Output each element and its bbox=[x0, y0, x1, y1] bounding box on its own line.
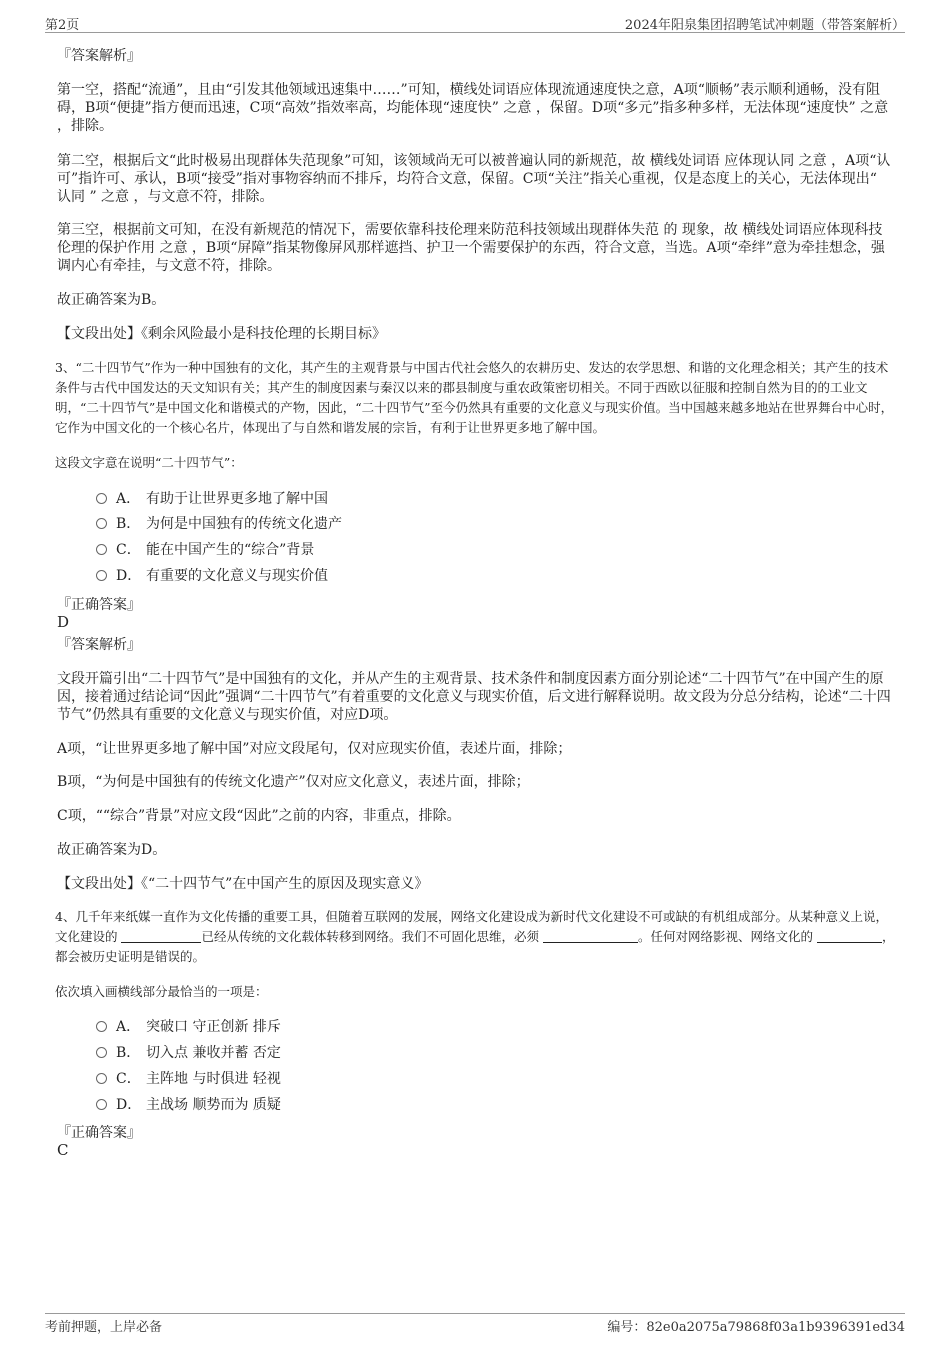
q4-question: 依次填入画横线部分最恰当的一项是： bbox=[55, 984, 268, 999]
page-footer bbox=[45, 1313, 905, 1334]
q3-analysis-label: 『答案解析』 bbox=[57, 637, 141, 653]
q3-option-b[interactable]: B． 为何是中国独有的传统文化遗产 bbox=[96, 515, 342, 533]
q4-answer-label: 『正确答案』 bbox=[57, 1125, 141, 1141]
q4-stem: 4、几千年来纸媒一直作为文化传播的重要工具，但随着互联网的发展，网络文化建设成为新时代文化建设不可或缺的有机组成部分。从某种意义上说，文化建设的 已经从传统的文化载体转移到网络。我们不可固化思维，必须 。任何对网络影视、网络文化的 ，都会被历史证明是错误的。 bbox=[55, 909, 895, 964]
radio-icon[interactable] bbox=[96, 1099, 107, 1110]
q3-question: 这段文字意在说明“二十四节气”： bbox=[55, 455, 243, 470]
q4-answer: C bbox=[57, 1141, 69, 1159]
q2-analysis-p2: 第二空，根据后文“此时极易出现群体失范现象”可知，该领域尚无可以被普遍认同的新规范，故 横线处词语 应体现认同 之意 ，A项“认可”指许可、承认，B项“接受”指对事物容纳而不排斥，均符合文意，保留。C项“关注”指关心重视，仅是态度上的关心，无法体现出“ 认同 ” 之意 ，与文意不符，排除。 bbox=[57, 153, 891, 205]
radio-icon[interactable] bbox=[96, 1021, 107, 1032]
q3-source: 【文段出处】《“二十四节气”在中国产生的原因及现实意义》 bbox=[57, 876, 429, 892]
document-id: 编号：82e0a2075a79868f03a1b9396391ed34 bbox=[607, 1320, 905, 1335]
page-header bbox=[45, 14, 905, 33]
q3-analysis-p3: B项，“为何是中国独有的传统文化遗产”仅对应文化意义，表述片面，排除； bbox=[57, 774, 530, 790]
q3-option-d[interactable]: D． 有重要的文化意义与现实价值 bbox=[96, 567, 328, 585]
blank-2 bbox=[543, 929, 638, 943]
q2-analysis-p3: 第三空，根据前文可知，在没有新规范的情况下，需要依靠科技伦理来防范科技领域出现群体失范 的 现象，故 横线处词语应体现科技伦理的保护作用 之意 ，B项“屏障”指某物像屏风那样遮挡、护卫一个需要保护的东西，符合文意，当选。A项“牵绊”意为牵挂想念，强调内心有牵挂，与文意不符，排除。 bbox=[57, 222, 885, 274]
radio-icon[interactable] bbox=[96, 493, 107, 504]
q2-analysis-label: 『答案解析』 bbox=[57, 48, 141, 64]
page-number: 第2页 bbox=[45, 18, 80, 33]
q3-answer-label: 『正确答案』 bbox=[57, 597, 141, 613]
q4-option-a[interactable]: A． 突破口 守正创新 排斥 bbox=[96, 1018, 281, 1036]
q3-option-a[interactable]: A． 有助于让世界更多地了解中国 bbox=[96, 490, 328, 508]
q2-source: 【文段出处】《剩余风险最小是科技伦理的长期目标》 bbox=[57, 326, 386, 342]
q3-stem: 3、“二十四节气”作为一种中国独有的文化，其产生的主观背景与中国古代社会悠久的农耕历史、发达的农学思想、和谐的文化理念相关；其产生的技术条件与古代中国发达的天文知识有关；其产生的制度因素与秦汉以来的郡县制度与重农政策密切相关。不同于西欧以征服和控制自然为目的的工业文明，“二十四节气”是中国文化和谐模式的产物，因此，“二十四节气”至今仍然具有重要的文化意义与现实价值。当中国越来越多地站在世界舞台中心时，它作为中国文化的一个核心名片，体现出了与自然和谐发展的宗旨，有利于让世界更多地了解中国。 bbox=[55, 360, 894, 435]
radio-icon[interactable] bbox=[96, 1073, 107, 1084]
q3-conclusion: 故正确答案为D。 bbox=[57, 842, 167, 858]
q4-option-b[interactable]: B． 切入点 兼收并蓄 否定 bbox=[96, 1044, 281, 1062]
q3-option-c[interactable]: C． 能在中国产生的“综合”背景 bbox=[96, 541, 314, 559]
q3-analysis-p1: 文段开篇引出“二十四节气”是中国独有的文化，并从产生的主观背景、技术条件和制度因素方面分别论述“二十四节气”在中国产生的原因，接着通过结论词“因此”强调“二十四节气”有着重要的文化意义与现实价值，后文进行解释说明。故文段为分总分结构，论述“二十四节气”仍然具有重要的文化意义与现实价值，对应D项。 bbox=[57, 671, 891, 723]
q3-analysis-p2: A项，“让世界更多地了解中国”对应文段尾句，仅对应现实价值，表述片面，排除； bbox=[57, 741, 572, 757]
q2-analysis-p1: 第一空，搭配“流通”，且由“引发其他领域迅速集中……”可知，横线处词语应体现流通速度快之意，A项“顺畅”表示顺利通畅，没有阻碍，B项“便捷”指方便而迅速，C项“高效”指效率高，均能体现“速度快” 之意 ，保留。D项“多元”指多种多样，无法体现“速度快” 之意 ，排除。 bbox=[57, 82, 889, 134]
radio-icon[interactable] bbox=[96, 544, 107, 555]
blank-1 bbox=[121, 929, 201, 943]
radio-icon[interactable] bbox=[96, 570, 107, 581]
q4-option-d[interactable]: D． 主战场 顺势而为 质疑 bbox=[96, 1096, 281, 1114]
radio-icon[interactable] bbox=[96, 518, 107, 529]
footer-slogan: 考前押题，上岸必备 bbox=[45, 1320, 163, 1335]
q3-analysis-p4: C项，““综合”背景”对应文段“因此”之前的内容，非重点，排除。 bbox=[57, 808, 461, 824]
document-title: 2024年阳泉集团招聘笔试冲刺题（带答案解析） bbox=[624, 18, 905, 33]
blank-3 bbox=[817, 929, 882, 943]
q3-answer: D bbox=[57, 613, 70, 631]
radio-icon[interactable] bbox=[96, 1047, 107, 1058]
q2-conclusion: 故正确答案为B。 bbox=[57, 292, 166, 308]
q4-option-c[interactable]: C． 主阵地 与时俱进 轻视 bbox=[96, 1070, 281, 1088]
